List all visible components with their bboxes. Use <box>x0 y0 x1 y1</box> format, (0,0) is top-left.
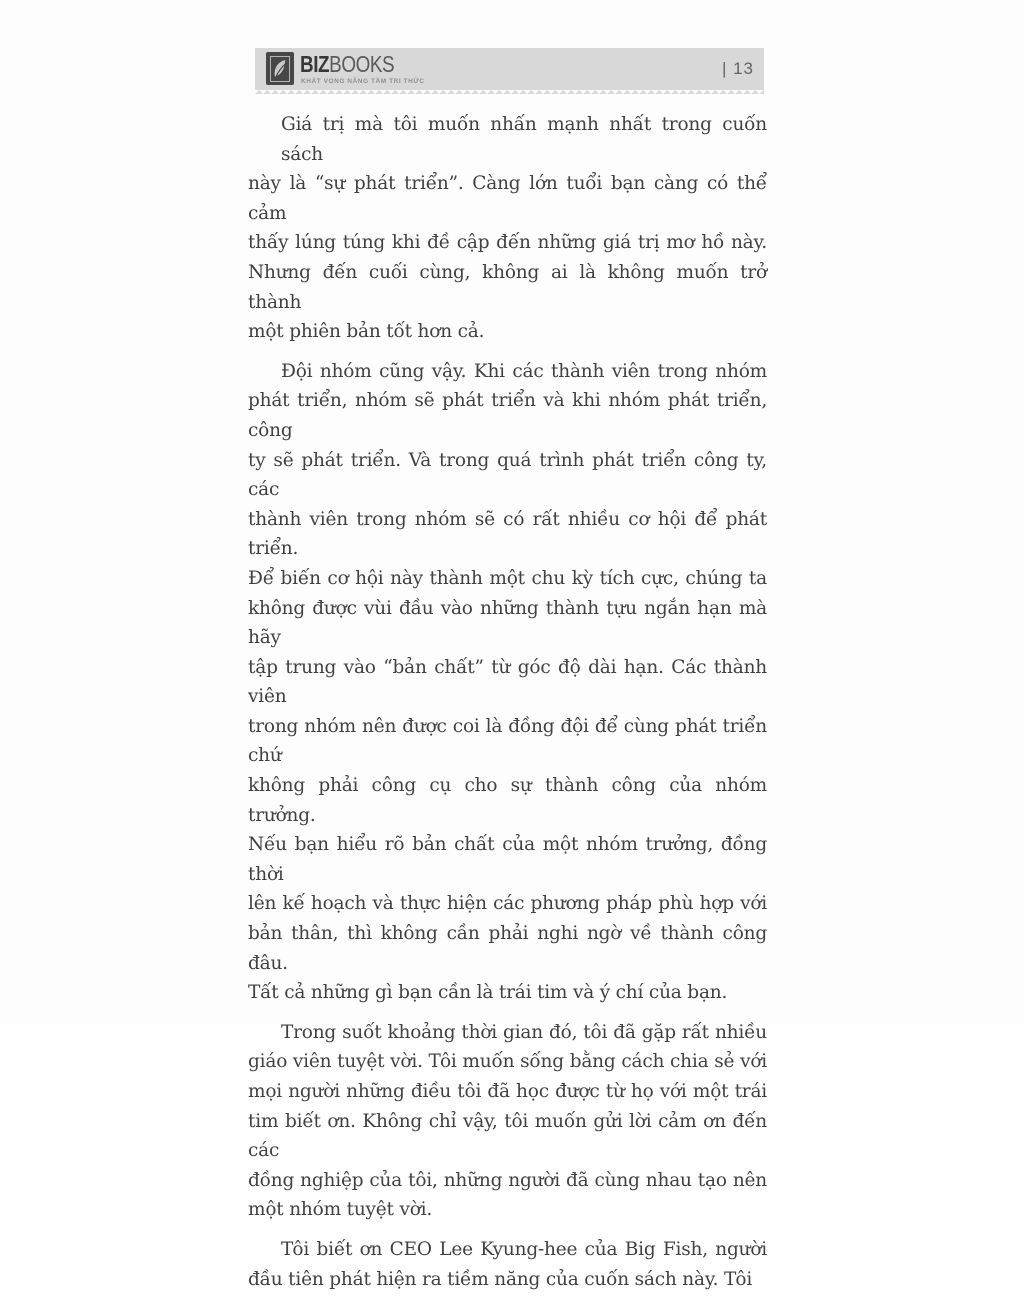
text-line: thành viên trong nhóm sẽ có rất nhiều cơ hội để phát triển. <box>248 508 767 560</box>
paragraph <box>248 1018 767 1225</box>
text-line: một phiên bản tốt hơn cả. <box>248 321 485 343</box>
text-line: thấy lúng túng khi đề cập đến những giá trị mơ hồ này. <box>248 232 767 254</box>
bizbooks-logo <box>266 52 294 85</box>
text-line: mọi người những điều tôi đã học được từ họ với một trái <box>248 1081 767 1102</box>
body-text <box>248 110 767 1304</box>
paragraph <box>248 357 767 1008</box>
running-header <box>255 48 764 90</box>
bizbooks-emblem-icon <box>270 56 290 82</box>
text-line: Trong suốt khoảng thời gian đó, tôi đã gặp rất nhiều <box>281 1021 767 1043</box>
text-line: Nhưng đến cuối cùng, không ai là không muốn trở thành <box>248 261 767 313</box>
text-line: ty sẽ phát triển. Và trong quá trình phát triển công ty, các <box>248 449 767 501</box>
text-line: tập trung vào “bản chất” từ góc độ dài hạn. Các thành viên <box>248 656 767 708</box>
text-line: một nhóm tuyệt vời. <box>248 1199 433 1221</box>
brand-books: BOOKS <box>329 51 395 77</box>
text-line: Tôi biết ơn CEO Lee Kyung-hee của Big Fish, người <box>281 1238 767 1260</box>
page-number: | 13 <box>721 59 754 78</box>
text-line: đồng nghiệp của tôi, những người đã cùng nhau tạo nên <box>248 1169 767 1191</box>
text-line: trong nhóm nên được coi là đồng đội để cùng phát triển chứ <box>248 715 767 767</box>
text-line: không phải công cụ cho sự thành công của nhóm trưởng. <box>248 775 767 826</box>
text-line: không được vùi đầu vào những thành tựu ngắn hạn mà hãy <box>248 597 767 649</box>
text-line: Giá trị mà tôi muốn nhấn mạnh nhất trong cuốn sách <box>281 114 767 165</box>
text-line: giáo viên tuyệt vời. Tôi muốn sống bằng cách chia sẻ với <box>248 1051 767 1073</box>
text-line: này là “sự phát triển”. Càng lớn tuổi bạn càng có thể cảm <box>248 173 767 224</box>
paragraph <box>248 1235 767 1294</box>
brand-biz: BIZ <box>300 51 330 77</box>
text-line: phát triển, nhóm sẽ phát triển và khi nhóm phát triển, công <box>248 390 767 441</box>
brand-wordmark <box>300 53 394 76</box>
text-line: lên kế hoạch và thực hiện các phương pháp phù hợp với <box>248 893 767 915</box>
text-line: Tất cả những gì bạn cần là trái tim và ý chí của bạn. <box>248 982 728 1004</box>
text-line: tim biết ơn. Không chỉ vậy, tôi muốn gửi lời cảm ơn đến các <box>248 1110 767 1162</box>
text-line: Nếu bạn hiểu rõ bản chất của một nhóm trưởng, đồng thời <box>248 834 767 885</box>
brand-tagline: KHÁT VỌNG NÂNG TẦM TRI THỨC <box>301 78 425 85</box>
text-line: bản thân, thì không cần phải nghi ngờ về thành công đâu. <box>248 923 767 974</box>
paragraph <box>248 110 767 347</box>
text-line: đầu tiên phát hiện ra tiềm năng của cuốn sách này. Tôi <box>248 1268 753 1290</box>
text-line: Để biến cơ hội này thành một chu kỳ tích cực, chúng ta <box>248 567 767 589</box>
text-line: Đội nhóm cũng vậy. Khi các thành viên trong nhóm <box>281 360 767 382</box>
